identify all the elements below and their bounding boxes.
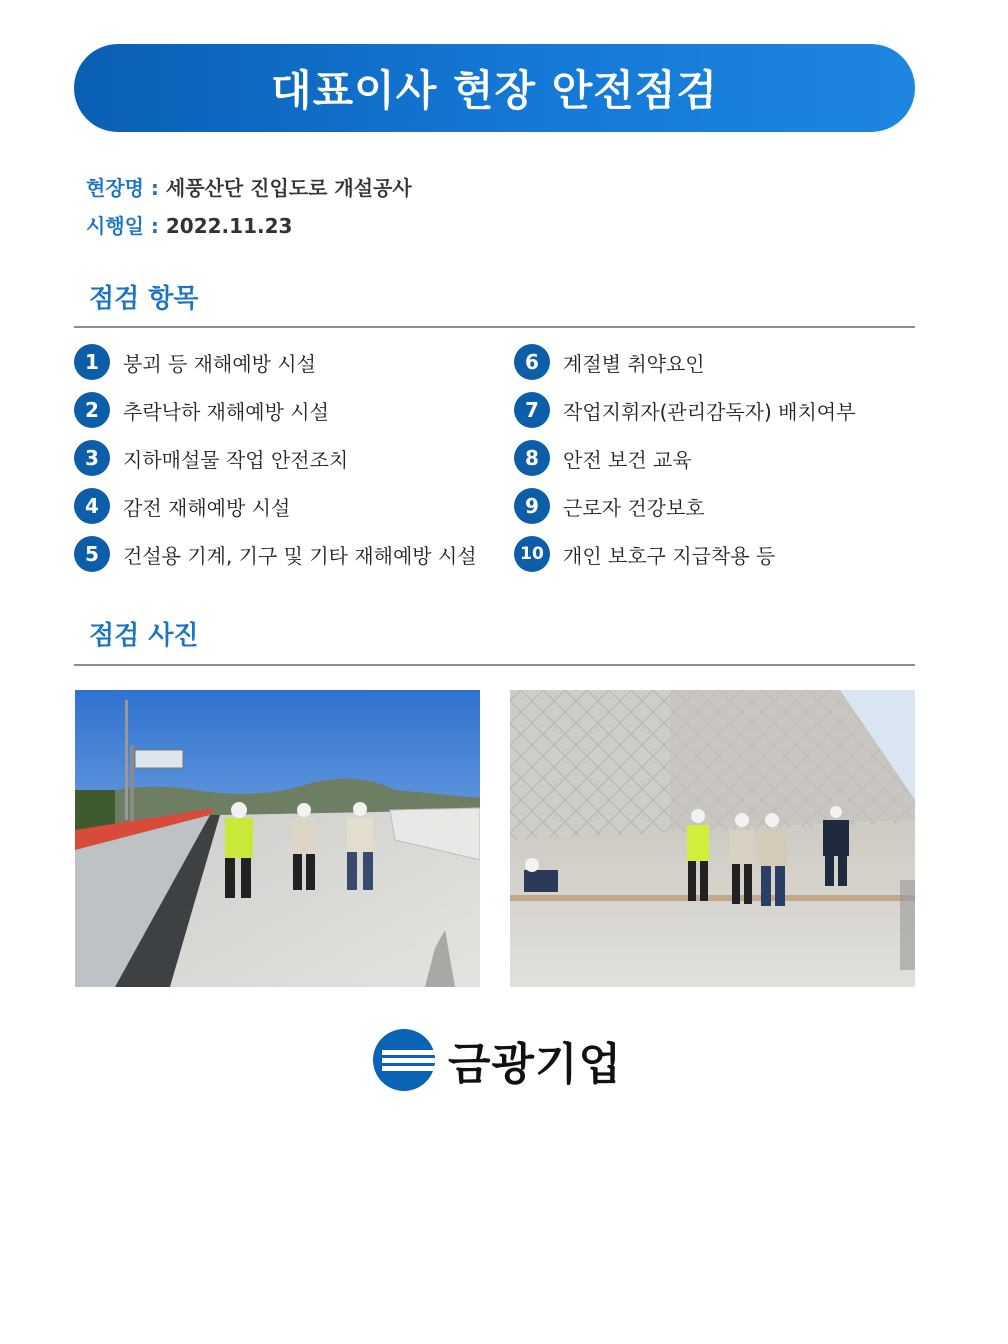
check-item — [74, 488, 290, 524]
site-value: 세풍산단 진입도로 개설공사 — [165, 176, 412, 200]
photos-heading: 점검 사진 — [89, 621, 199, 651]
check-item-text: 감전 재해예방 시설 — [123, 495, 291, 520]
divider — [74, 326, 915, 328]
check-items-heading: 점검 항목 — [89, 284, 199, 314]
check-item — [514, 344, 705, 380]
check-item — [514, 440, 692, 476]
inspection-photo-road — [75, 690, 480, 987]
check-item-text: 건설용 기계, 기구 및 기타 재해예방 시설 — [123, 543, 477, 568]
check-item-text: 추락낙하 재해예방 시설 — [123, 399, 329, 424]
check-item-text: 계절별 취약요인 — [563, 351, 705, 376]
check-item — [74, 440, 348, 476]
number-badge: 8 — [514, 440, 550, 476]
inspection-photo-wall — [510, 690, 915, 987]
check-item — [74, 392, 329, 428]
number-badge: 9 — [514, 488, 550, 524]
company-logo — [372, 1026, 642, 1094]
number-badge: 5 — [74, 536, 110, 572]
company-name: 금광기업 — [448, 1039, 623, 1090]
date-info-row — [86, 210, 292, 239]
check-item — [74, 536, 477, 572]
check-item-text: 개인 보호구 지급착용 등 — [563, 543, 776, 568]
number-badge: 7 — [514, 392, 550, 428]
check-item-text: 지하매설물 작업 안전조치 — [123, 447, 349, 472]
number-badge: 2 — [74, 392, 110, 428]
check-item — [74, 344, 316, 380]
site-info-row — [86, 172, 412, 201]
page-title: 대표이사 현장 안전점검 — [271, 66, 718, 115]
number-badge: 6 — [514, 344, 550, 380]
title-banner — [74, 44, 915, 132]
check-item-text: 안전 보건 교육 — [563, 447, 692, 472]
check-item-text: 붕괴 등 재해예방 시설 — [123, 351, 316, 376]
divider — [74, 664, 915, 666]
number-badge: 3 — [74, 440, 110, 476]
number-badge: 4 — [74, 488, 110, 524]
check-item — [514, 536, 775, 572]
number-badge: 1 — [74, 344, 110, 380]
number-badge: 10 — [514, 536, 550, 572]
check-item-text: 근로자 건강보호 — [563, 495, 705, 520]
date-value: 2022.11.23 — [165, 214, 293, 238]
company-emblem-icon — [372, 1028, 436, 1092]
site-label: 현장명 : — [86, 176, 159, 200]
check-item-list — [74, 344, 915, 584]
date-label: 시행일 : — [86, 214, 159, 238]
check-item — [514, 488, 705, 524]
check-item-text: 작업지휘자(관리감독자) 배치여부 — [563, 399, 856, 424]
check-item — [514, 392, 855, 428]
